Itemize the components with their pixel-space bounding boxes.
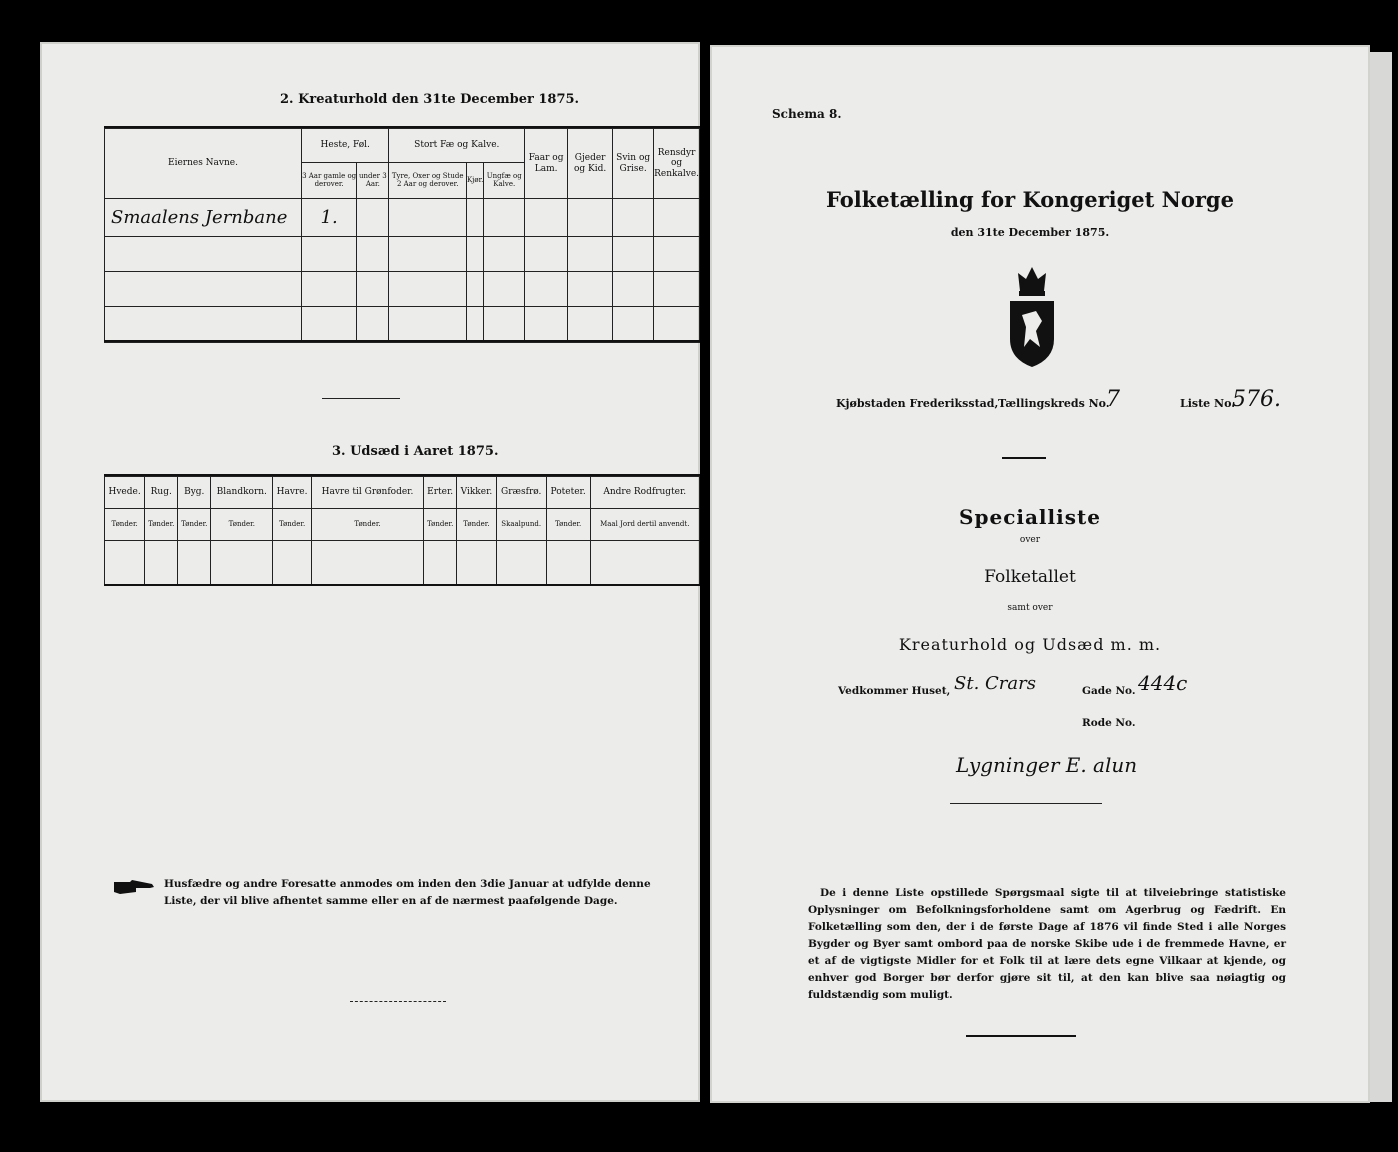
intro-paragraph: De i denne Liste opstillede Spørgsmaal sigte til at tilveiebringe statistiske Oplysninger om Befolkningsforholdene samt om Agerbrug og Fædrift. En Folketælling som den, der i de første Dage af 1876 vil finde Sted i alle Norges Bygder og Byer samt ombord paa de norske Skibe ude i de fremmede Havne, er et af de vigtigste Midler for et Folk til at lære dets egne Vilkaar at kjende, og enhver god Borger bør derfor gjøre sit til, at den kan blive saa nøiagtig og fuldstændig som muligt. [808, 887, 1286, 1001]
street-value: 444c [1138, 671, 1188, 695]
list-label: Liste No. [1180, 397, 1236, 410]
left-page [40, 42, 700, 1102]
crop-value-cell [211, 541, 273, 585]
section3-title: 3. Udsæd i Aaret 1875. [332, 444, 499, 459]
crop-name: Havre til Grønfoder. [321, 487, 414, 498]
crop-name: Hvede. [108, 487, 141, 498]
crop-name: Græsfrø. [501, 487, 542, 498]
kreatur-title: Kreaturhold og Udsæd m. m. [898, 635, 1162, 654]
divider [950, 803, 1102, 804]
crop-name: Andre Rodfrugter. [603, 487, 687, 498]
samt-over-text: samt over [1007, 603, 1053, 613]
table-row [105, 272, 700, 307]
table-row [105, 307, 700, 343]
section2-title: 2. Kreaturhold den 31te December 1875. [280, 92, 580, 107]
col-horses-old: 3 Aar gamle og derover. [302, 171, 357, 188]
crops-table [104, 476, 700, 585]
col-bulls: Tyre, Oxer og Stude 2 Aar og derover. [391, 171, 464, 188]
district-value: 7 [1106, 387, 1120, 412]
table-row [105, 199, 700, 237]
col-cows: Kjør. [466, 175, 484, 184]
town-label: Kjøbstaden Frederiksstad, [836, 397, 999, 410]
crop-value-cell [273, 541, 312, 585]
col-horses-young: under 3 Aar. [358, 171, 387, 188]
col-pigs: Svin og Grise. [616, 153, 651, 174]
crops-bottom-rule [104, 584, 700, 586]
crop-unit: Tønder. [228, 519, 255, 528]
page-edge [1370, 52, 1392, 1102]
notice-text: Husfædre og andre Foresatte anmodes om inden den 3die Januar at udfylde denne Liste, der vil blive afhentet samme eller en af de nærmest paafølgende Dage. [164, 878, 651, 907]
crop-value-cell [457, 541, 497, 585]
crop-unit: Tønder. [111, 519, 138, 528]
col-horses: Heste, Føl. [320, 140, 370, 151]
schema-label: Schema 8. [772, 107, 842, 121]
crop-value-cell [496, 541, 546, 585]
coat-of-arms-icon [1002, 261, 1062, 371]
col-owner: Eiernes Navne. [168, 158, 238, 169]
col-goats: Gjeder og Kid. [574, 153, 607, 174]
crop-unit: Tønder. [148, 519, 175, 528]
crop-unit: Maal Jord dertil anvendt. [600, 519, 690, 528]
specialliste-title: Specialliste [959, 505, 1101, 529]
livestock-table [104, 128, 700, 343]
crop-value-cell [311, 541, 423, 585]
crop-name: Havre. [276, 487, 308, 498]
crop-name: Blandkorn. [216, 487, 267, 498]
crop-name: Byg. [184, 487, 205, 498]
col-reindeer: Rensdyr og Renkalve. [654, 147, 700, 179]
house-label: Vedkommer Huset, [838, 685, 951, 697]
horses-count: 1. [320, 207, 338, 228]
bottom-divider [966, 1035, 1076, 1037]
divider [1002, 457, 1046, 459]
list-value: 576. [1232, 387, 1281, 412]
col-sheep: Faar og Lam. [528, 153, 564, 174]
district-label: Tællingskreds No. [998, 397, 1110, 410]
street-label: Gade No. [1082, 685, 1136, 697]
signature: Lygninger E. alun [956, 753, 1138, 777]
crop-value-cell [178, 541, 211, 585]
col-young-cattle: Ungfæ og Kalve. [486, 171, 522, 188]
over-text: over [1019, 535, 1041, 545]
bottom-divider [350, 1001, 446, 1002]
main-title: Folketælling for Kongeriget Norge [826, 187, 1234, 212]
crop-unit: Tønder. [554, 519, 582, 528]
col-cattle: Stort Fæ og Kalve. [414, 140, 500, 151]
crop-value-cell [145, 541, 178, 585]
divider [322, 398, 400, 399]
crop-value-cell [546, 541, 590, 585]
rode-label: Rode No. [1082, 717, 1136, 729]
crop-unit: Tønder. [463, 519, 490, 528]
owner-name: Smaalens Jernbane [111, 207, 288, 228]
crop-unit: Tønder. [354, 519, 381, 528]
crop-name: Vikker. [460, 487, 493, 498]
right-page [710, 45, 1370, 1103]
table-row [105, 237, 700, 272]
crop-unit: Tønder. [278, 519, 306, 528]
crop-value-cell [590, 541, 699, 585]
crop-value-cell [105, 541, 145, 585]
crop-name: Erter. [427, 487, 454, 498]
crop-unit: Tønder. [181, 519, 208, 528]
folketallet-title: Folketallet [984, 567, 1076, 587]
pointing-hand-icon [112, 878, 156, 896]
crop-unit: Skaalpund. [501, 519, 542, 528]
house-value: St. Crars [954, 673, 1036, 694]
crop-unit: Tønder. [427, 519, 454, 528]
crop-name: Poteter. [550, 487, 586, 498]
crop-value-cell [424, 541, 457, 585]
census-date: den 31te December 1875. [950, 226, 1110, 239]
table-bottom-rule [104, 340, 700, 342]
crop-name: Rug. [150, 487, 172, 498]
